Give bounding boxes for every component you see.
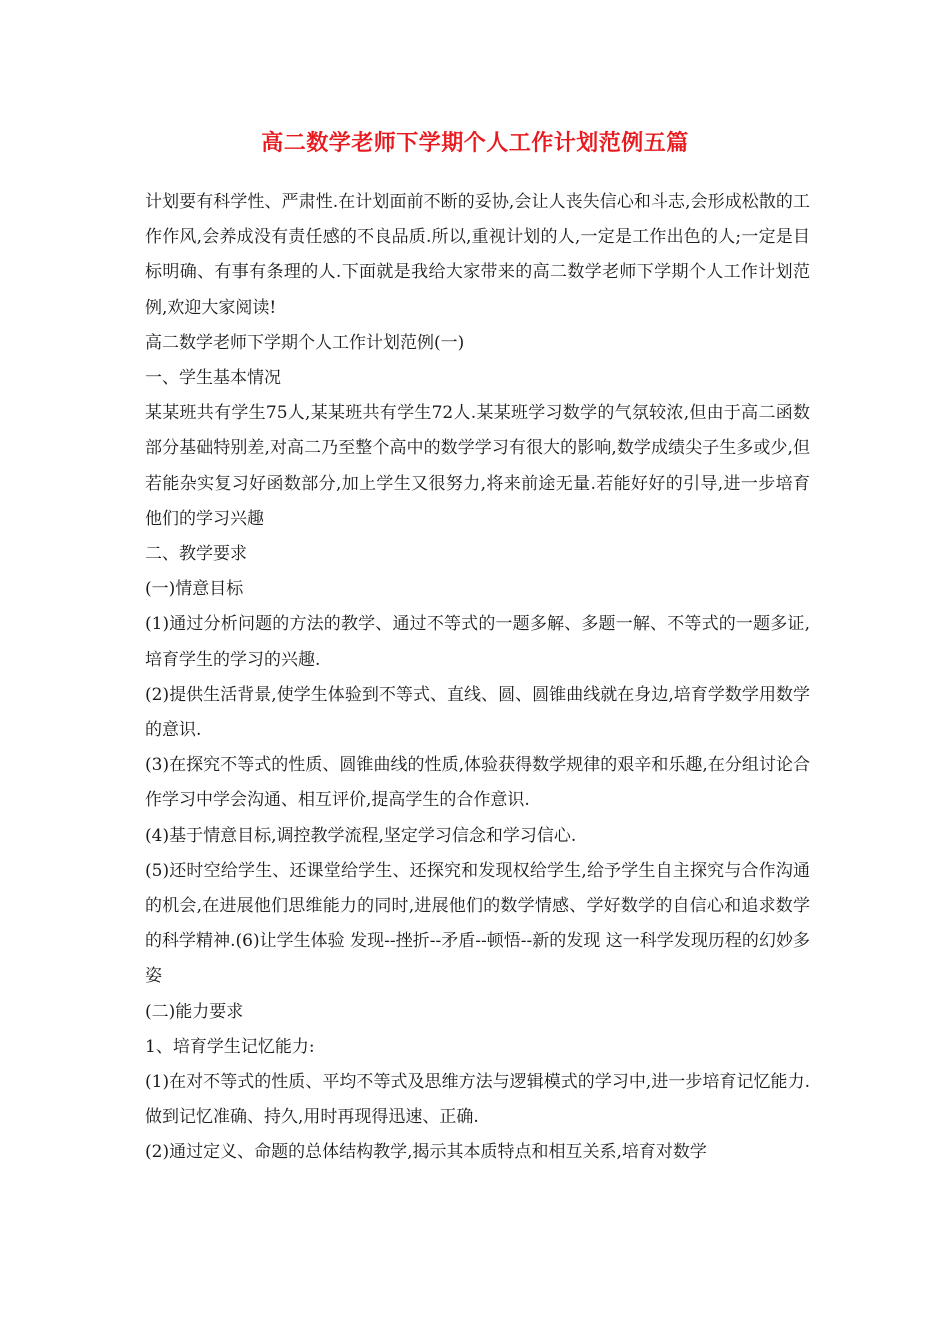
paragraph-heading-requirements: 二、教学要求 [145, 544, 247, 565]
paragraph-item-5: (5)还时空给学生、还课堂给学生、还探究和发现权给学生,给予学生自主探究与合作沟通的机会,在进展他们思维能力的同时,进展他们的数学情感、学好数学的自信心和追求数学的科学精神.(6)让学生体验 发现--挫折--矛盾--顿悟--新的发现 这一科学发现历程的幻妙多姿 [145, 860, 810, 987]
document-body [145, 185, 810, 1171]
paragraph-item-3: (3)在探究不等式的性质、圆锥曲线的性质,体验获得数学规律的艰辛和乐趣,在分组讨论合作学习中学会沟通、相互评价,提高学生的合作意识. [145, 755, 810, 811]
paragraph-item-1: (1)通过分析问题的方法的教学、通过不等式的一题多解、多题一解、不等式的一题多证,培育学生的学习的兴趣. [145, 614, 810, 670]
paragraph-students-info: 某某班共有学生75人,某某班共有学生72人.某某班学习数学的气氛较浓,但由于高二函数部分基础特别差,对高二乃至整个高中的数学学习有很大的影响,数学成绩尖子生多或少,但若能杂实复习好函数部分,加上学生又很努力,将来前途无量.若能好好的引导,进一步培育他们的学习兴趣 [145, 403, 810, 529]
paragraph-section-title: 高二数学老师下学期个人工作计划范例(一) [145, 332, 465, 353]
paragraph-heading-ability: (二)能力要求 [145, 1001, 244, 1022]
paragraph-memory-item-1: (1)在对不等式的性质、平均不等式及思维方法与逻辑模式的学习中,进一步培育记忆能力.做到记忆准确、持久,用时再现得迅速、正确. [145, 1072, 810, 1128]
paragraph-memory-item-2: (2)通过定义、命题的总体结构教学,揭示其本质特点和相互关系,培育对数学 [145, 1142, 707, 1163]
paragraph-memory-ability: 1、培育学生记忆能力: [145, 1036, 315, 1057]
paragraph-item-2: (2)提供生活背景,使学生体验到不等式、直线、圆、圆锥曲线就在身边,培育学数学用数学的意识. [145, 684, 810, 741]
paragraph-item-4: (4)基于情意目标,调控教学流程,坚定学习信念和学习信心. [145, 825, 577, 846]
paragraph-intro: 计划要有科学性、严肃性.在计划面前不断的妥协,会让人丧失信心和斗志,会形成松散的工作作风,会养成没有责任感的不良品质.所以,重视计划的人,一定是工作出色的人;一定是目标明确、有事有条理的人.下面就是我给大家带来的高二数学老师下学期个人工作计划范例,欢迎大家阅读! [145, 192, 810, 318]
paragraph-heading-students: 一、学生基本情况 [145, 368, 281, 389]
paragraph-heading-affective: (一)情意目标 [145, 579, 244, 600]
document-title: 高二数学老师下学期个人工作计划范例五篇 [261, 130, 689, 156]
